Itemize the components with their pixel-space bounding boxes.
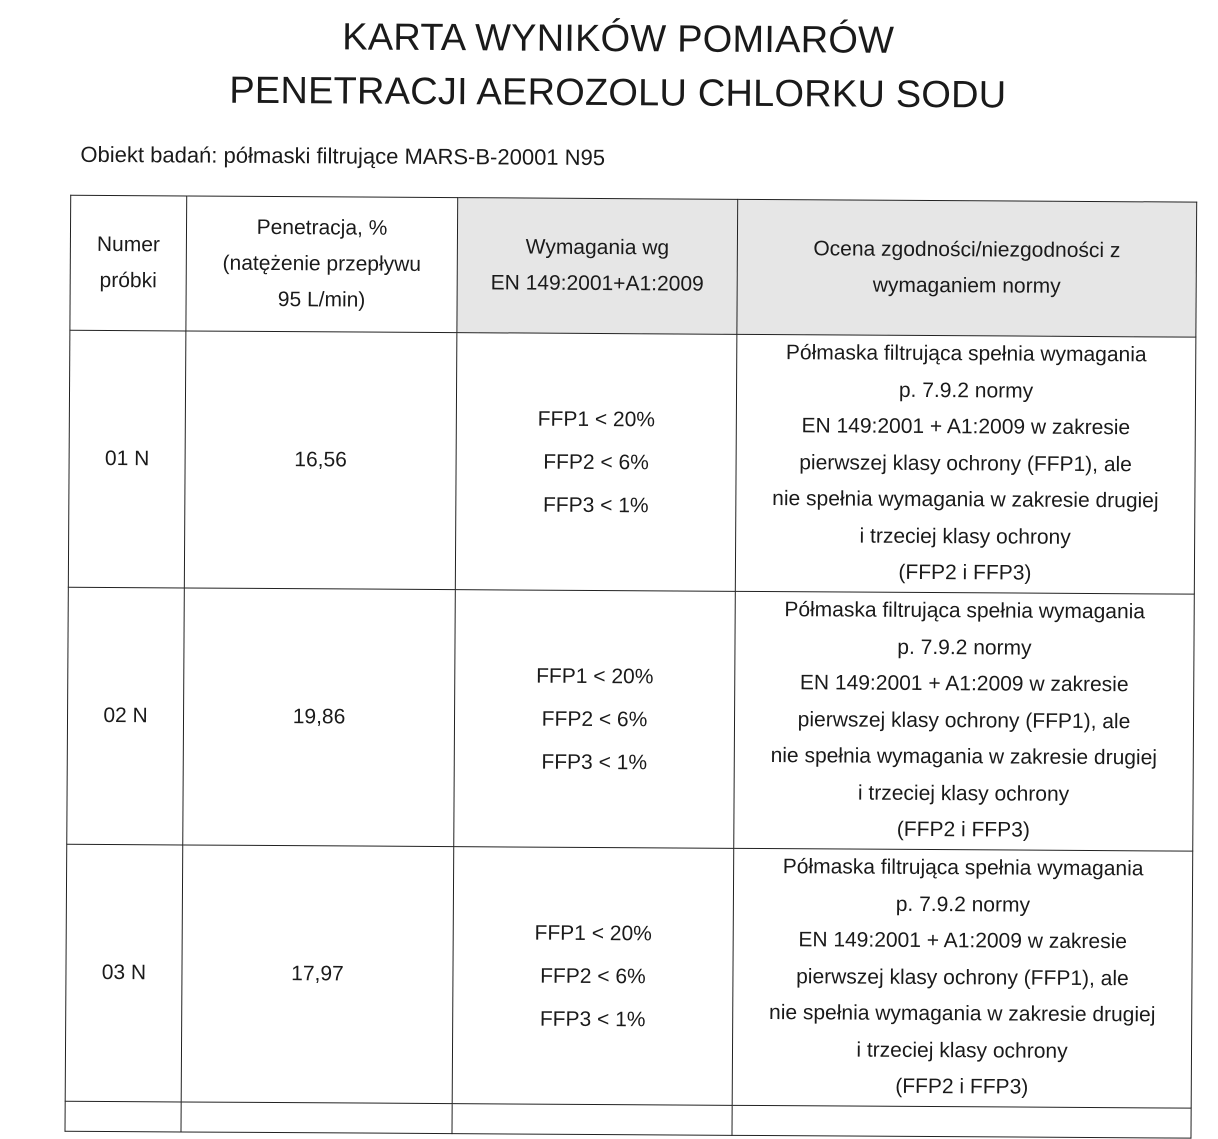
table-header-row [70,195,1197,337]
cell-sample-number: 02 N [67,587,185,845]
assessment-line: Półmaska filtrująca spełnia wymagania [782,855,1144,881]
header-text: próbki [99,268,157,293]
table-row [67,587,1195,851]
assessment-line: p. 7.9.2 normy [895,892,1031,917]
assessment-line: (FFP2 i FFP3) [898,561,1032,585]
assessment-line: nie spełnia wymagania w zakresie drugiej [768,1001,1156,1027]
assessment-line: EN 149:2001 + A1:2009 w zakresie [798,928,1128,954]
assessment-line: pierwszej klasy ochrony (FFP1), ale [799,450,1132,476]
header-text: Wymagania wg [525,235,670,260]
results-table [64,195,1197,1139]
assessment-line: pierwszej klasy ochrony (FFP1), ale [797,707,1131,733]
requirement-line: FFP1 < 20% [534,921,652,945]
assessment-line: nie spełnia wymagania w zakresie drugiej [772,487,1159,513]
page-title-line-1: KARTA WYNIKÓW POMIARÓW [342,16,895,62]
cell-requirements [454,590,736,849]
assessment-line: (FFP2 i FFP3) [896,818,1030,842]
header-requirements [457,198,738,335]
header-text: Numer [96,232,160,257]
header-text: EN 149:2001+A1:2009 [490,271,704,296]
table-row [68,330,1196,594]
header-text: Penetracja, % [256,215,388,240]
assessment-line: (FFP2 i FFP3) [895,1075,1029,1099]
requirement-line: FFP2 < 6% [543,450,649,474]
assessment-line: pierwszej klasy ochrony (FFP1), ale [796,964,1129,990]
cell-assessment [735,334,1196,594]
cell-requirements [455,333,737,592]
assessment-line: Półmaska filtrująca spełnia wymagania [785,341,1147,367]
assessment-line: i trzeciej klasy ochrony [857,781,1070,806]
cell-sample-number: 03 N [65,844,183,1102]
page-title-line-2: PENETRACJI AEROZOLU CHLORKU SODU [229,69,1007,117]
assessment-line: p. 7.9.2 normy [897,635,1032,660]
assessment-line: EN 149:2001 + A1:2009 w zakresie [801,414,1131,440]
assessment-line: p. 7.9.2 normy [898,378,1034,403]
requirement-line: FFP2 < 6% [541,707,648,731]
table-row [65,844,1193,1108]
cell-penetration: 17,97 [181,845,454,1104]
assessment-line: i trzeciej klasy ochrony [859,524,1071,549]
cell-assessment [734,591,1195,851]
table-row-partial [65,1101,1191,1138]
requirement-line: FFP3 < 1% [539,1007,646,1031]
cell-assessment [732,848,1193,1108]
test-subject-value: półmaski filtrujące MARS-B-20001 N95 [223,142,606,171]
header-assessment [737,199,1197,337]
empty-cell [732,1105,1191,1138]
cell-sample-number: 01 N [68,330,186,588]
requirement-line: FFP1 < 20% [537,407,656,431]
assessment-line: Półmaska filtrująca spełnia wymagania [784,598,1146,624]
header-text: wymaganiem normy [872,273,1061,298]
header-text: Ocena zgodności/niezgodności z [813,237,1121,263]
requirement-line: FFP1 < 20% [536,664,654,688]
empty-cell [452,1104,732,1136]
header-text: (natężenie przepływu [222,251,422,276]
cell-penetration: 16,56 [184,331,457,590]
header-sample-number [70,195,187,331]
test-subject [80,140,605,173]
assessment-line: EN 149:2001 + A1:2009 w zakresie [799,671,1129,697]
cell-penetration: 19,86 [183,588,456,847]
assessment-line: i trzeciej klasy ochrony [856,1038,1068,1063]
assessment-line: nie spełnia wymagania w zakresie drugiej [770,744,1158,770]
requirement-line: FFP3 < 1% [541,750,648,774]
requirement-line: FFP2 < 6% [540,964,646,988]
empty-cell [65,1101,181,1132]
header-text: 95 L/min) [277,288,366,312]
cell-requirements [452,847,734,1106]
test-subject-label: Obiekt badań: [80,141,218,168]
requirement-line: FFP3 < 1% [542,493,649,517]
header-penetration [186,196,458,333]
